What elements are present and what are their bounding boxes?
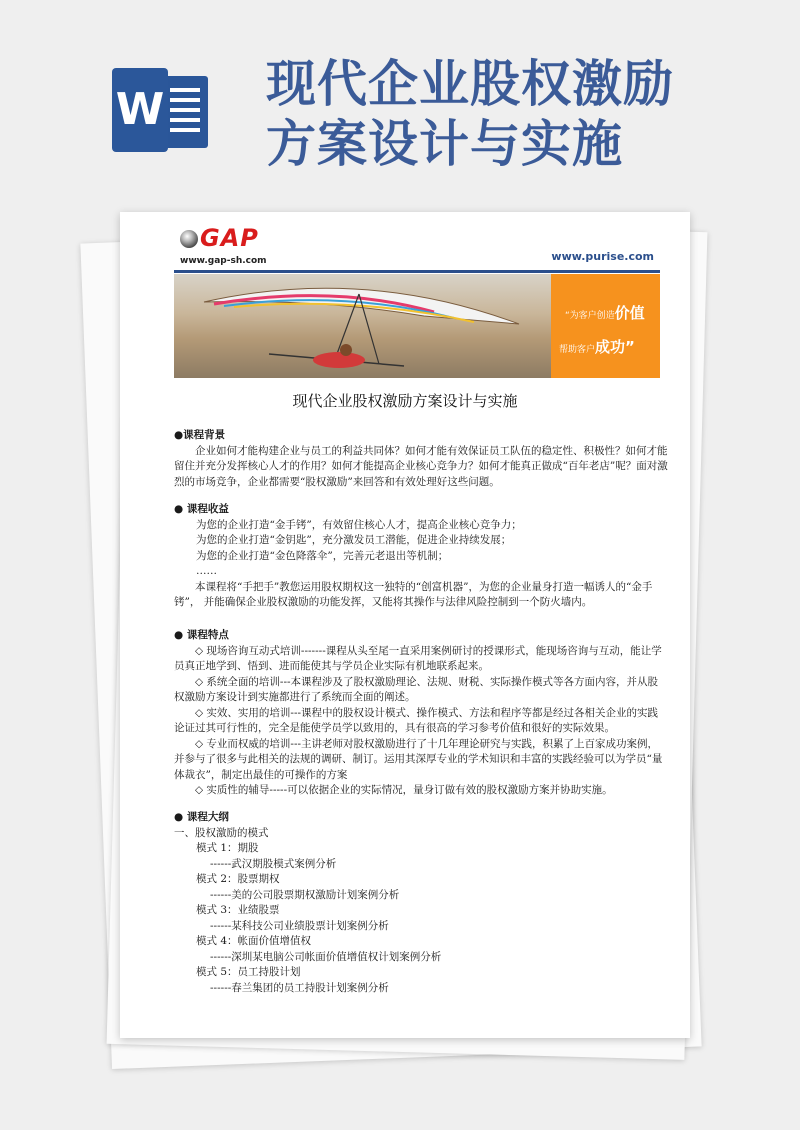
list-item: ◇ 实质性的辅导-----可以依据企业的实际情况，量身订做有效的股权激励方案并协助实施。: [195, 784, 613, 796]
outline-mode: 模式 3：业绩股票: [196, 904, 280, 916]
globe-icon: [180, 230, 198, 248]
outline-mode: 模式 4：帐面价值增值权: [196, 935, 312, 947]
section-features: [174, 628, 668, 799]
gap-site-url: www.gap-sh.com: [180, 256, 267, 266]
section-title: ● 课程收益: [174, 503, 229, 515]
section-title: ● 课程特点: [174, 629, 229, 641]
hang-glider-image: [174, 274, 551, 378]
outline-case: ------武汉期股模式案例分析: [210, 857, 337, 870]
paragraph: 本课程将“手把手”教您运用股权期权这一独特的“创富机器”，为您的企业量身打造一幅诱人的“金手铐”， 并能确保企业股权激励的功能发挥，又能将其操作与法律风险控制到一个防火墙内。: [174, 580, 653, 608]
slogan-line-2: 帮助客户成功”: [559, 338, 635, 356]
header-rule: [174, 270, 660, 273]
slogan-panel: [551, 274, 660, 378]
word-document-icon: [112, 68, 212, 154]
section-benefits: [174, 502, 668, 611]
list-item: ◇ 专业而权威的培训---主讲老师对股权激励进行了十几年理论研究与实践，积累了上百家成功案例，并参与了很多与此相关的法规的调研、制订。运用其深厚专业的学术知识和丰富的实践经验可以为学员“量体裁衣”，制定出最佳的可操作的方案: [174, 737, 663, 781]
outline-case: ------美的公司股票期权激励计划案例分析: [210, 888, 400, 901]
list-item: ◇ 现场咨询互动式培训-------课程从头至尾一直采用案例研讨的授课形式，能现场咨询与互动，能让学员真正地学到、悟到、进而能使其与学员企业实际有机地联系起来。: [174, 644, 662, 672]
outline-case: ------深圳某电脑公司帐面价值增值权计划案例分析: [210, 950, 442, 963]
outline-case: ------某科技公司业绩股票计划案例分析: [210, 919, 389, 932]
list-item: 为您的企业打造“金钥匙”，充分激发员工潜能，促进企业持续发展；: [196, 534, 512, 546]
outline-section: 一、股权激励的模式: [174, 826, 269, 839]
word-badge: W: [112, 68, 168, 152]
outline-case: ------春兰集团的员工持股计划案例分析: [210, 981, 389, 994]
document-page: [120, 212, 690, 1038]
section-title: ● 课程大纲: [174, 811, 229, 823]
hang-glider-banner: [174, 274, 660, 378]
section-title: ●课程背景: [174, 429, 226, 441]
paragraph: 企业如何才能构建企业与员工的利益共同体？如何才能有效保证员工队伍的稳定性、积极性？如何才能留住并充分发挥核心人才的作用？如何才能提高企业核心竞争力？如何才能真正做成“百年老店”呢？面对激烈的市场竞争，企业都需要“股权激励”来回答和有效处理好这些问题。: [174, 444, 668, 488]
outline-mode: 模式 5：员工持股计划: [196, 966, 301, 978]
gap-logo-text: GAP: [200, 224, 259, 252]
slogan-line-1: “为客户创造价值: [565, 304, 645, 322]
list-item: 为您的企业打造“金手铐”，有效留住核心人才，提高企业核心竞争力；: [196, 518, 522, 531]
document-heading: 现代企业股权激励方案设计与实施: [292, 392, 518, 410]
section-outline: [174, 810, 668, 996]
purise-url: www.purise.com: [551, 250, 654, 263]
list-item: ……: [196, 565, 217, 577]
list-item: ◇ 系统全面的培训---本课程涉及了股权激励理论、法规、财税、实际操作模式等各方面内容，并从股权激励方案设计到实施都进行了系统而全面的阐述。: [174, 675, 659, 703]
section-background: [174, 428, 668, 490]
page-title-line-2: 方案设计与实施: [266, 115, 623, 173]
page-title-line-1: 现代企业股权激励: [266, 55, 674, 113]
list-item: 为您的企业打造“金色降落伞”，完善元老退出等机制；: [196, 549, 449, 562]
list-item: ◇ 实效、实用的培训---课程中的股权设计模式、操作模式、方法和程序等都是经过各相关企业的实践论证过其可行性的，完全是能使学员学以致用的，具有很高的学习参考价值和很好的实际效果。: [174, 706, 659, 734]
page-title: [266, 54, 786, 174]
outline-mode: 模式 1：期股: [196, 842, 259, 854]
outline-mode: 模式 2：股票期权: [196, 873, 280, 885]
